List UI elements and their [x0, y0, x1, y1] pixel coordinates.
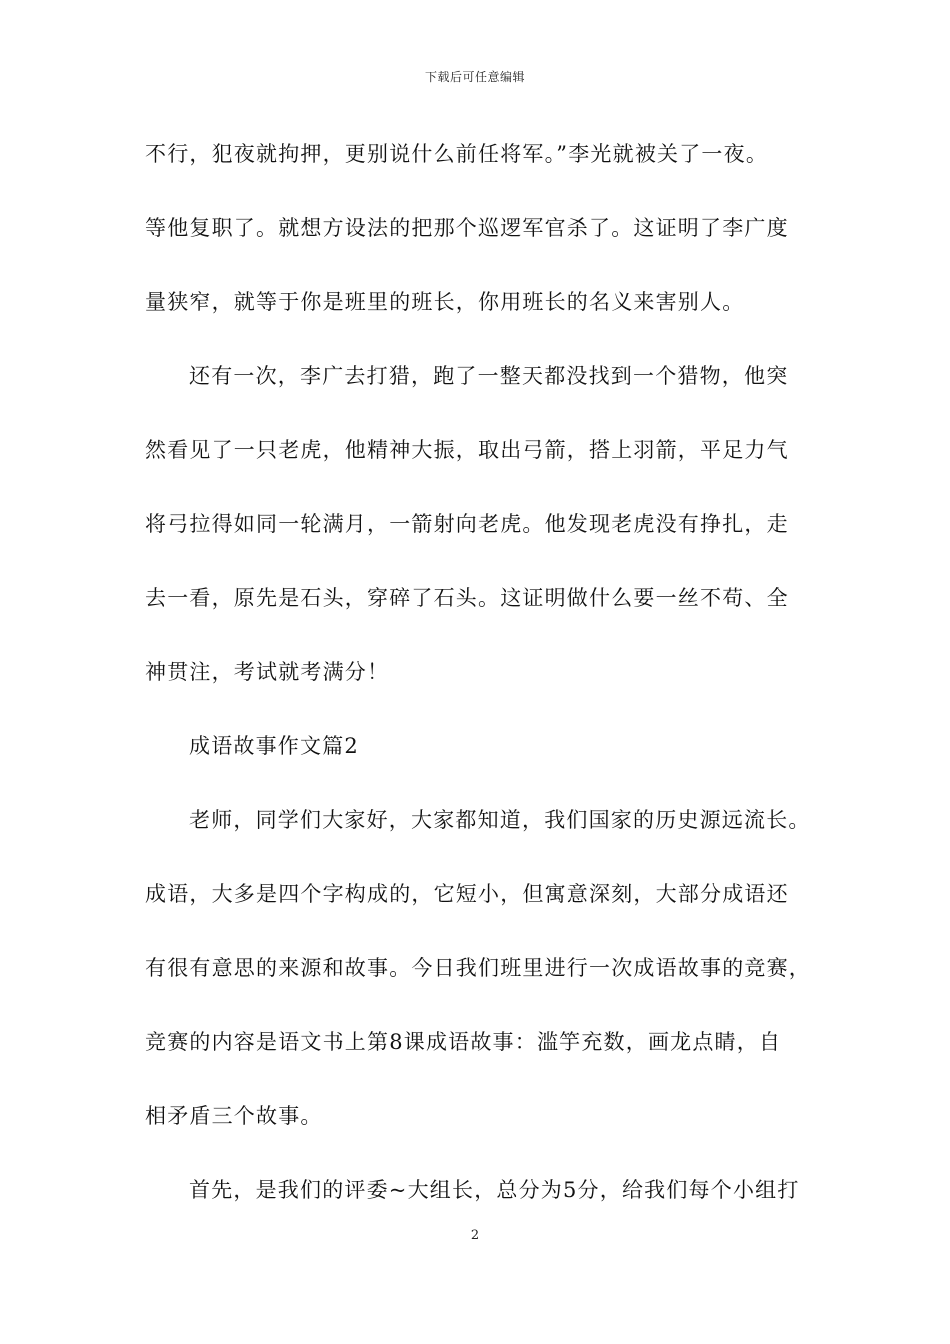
text-line: 还有一次，李广去打猎，跑了一整天都没找到一个猎物，他突 [189, 364, 789, 388]
text-line: 量狭窄，就等于你是班里的班长，你用班长的名义来害别人。 [145, 290, 745, 314]
text-line: 不行，犯夜就拘押，更别说什么前任将军。”李光就被关了一夜。 [145, 142, 769, 166]
text-line: 然看见了一只老虎，他精神大振，取出弓箭，搭上羽箭，平足力气 [145, 438, 789, 462]
text-line: 老师，同学们大家好，大家都知道，我们国家的历史源远流长。 [189, 808, 811, 832]
text-line: 相矛盾三个故事。 [145, 1104, 323, 1128]
text-line: 有很有意思的来源和故事。今日我们班里进行一次成语故事的竞赛， [145, 956, 811, 980]
page-number: 2 [470, 1228, 480, 1243]
section-heading: 成语故事作文篇2 [189, 734, 359, 758]
text-line: 等他复职了。就想方设法的把那个巡逻军官杀了。这证明了李广度 [145, 216, 789, 240]
body-text [145, 130, 825, 1240]
text-line: 将弓拉得如同一轮满月，一箭射向老虎。他发现老虎没有挣扎，走 [145, 512, 789, 536]
text-line: 去一看，原先是石头，穿碎了石头。这证明做什么要一丝不苟、全 [145, 586, 789, 610]
header-note: 下载后可任意编辑 [424, 70, 525, 84]
text-line: 首先，是我们的评委~大组长，总分为5分，给我们每个小组打 [189, 1178, 800, 1202]
text-line: 神贯注，考试就考满分！ [145, 660, 390, 684]
text-line: 竞赛的内容是语文书上第8课成语故事：滥竽充数，画龙点睛，自 [145, 1030, 782, 1054]
text-line: 成语，大多是四个字构成的，它短小，但寓意深刻，大部分成语还 [145, 882, 789, 906]
